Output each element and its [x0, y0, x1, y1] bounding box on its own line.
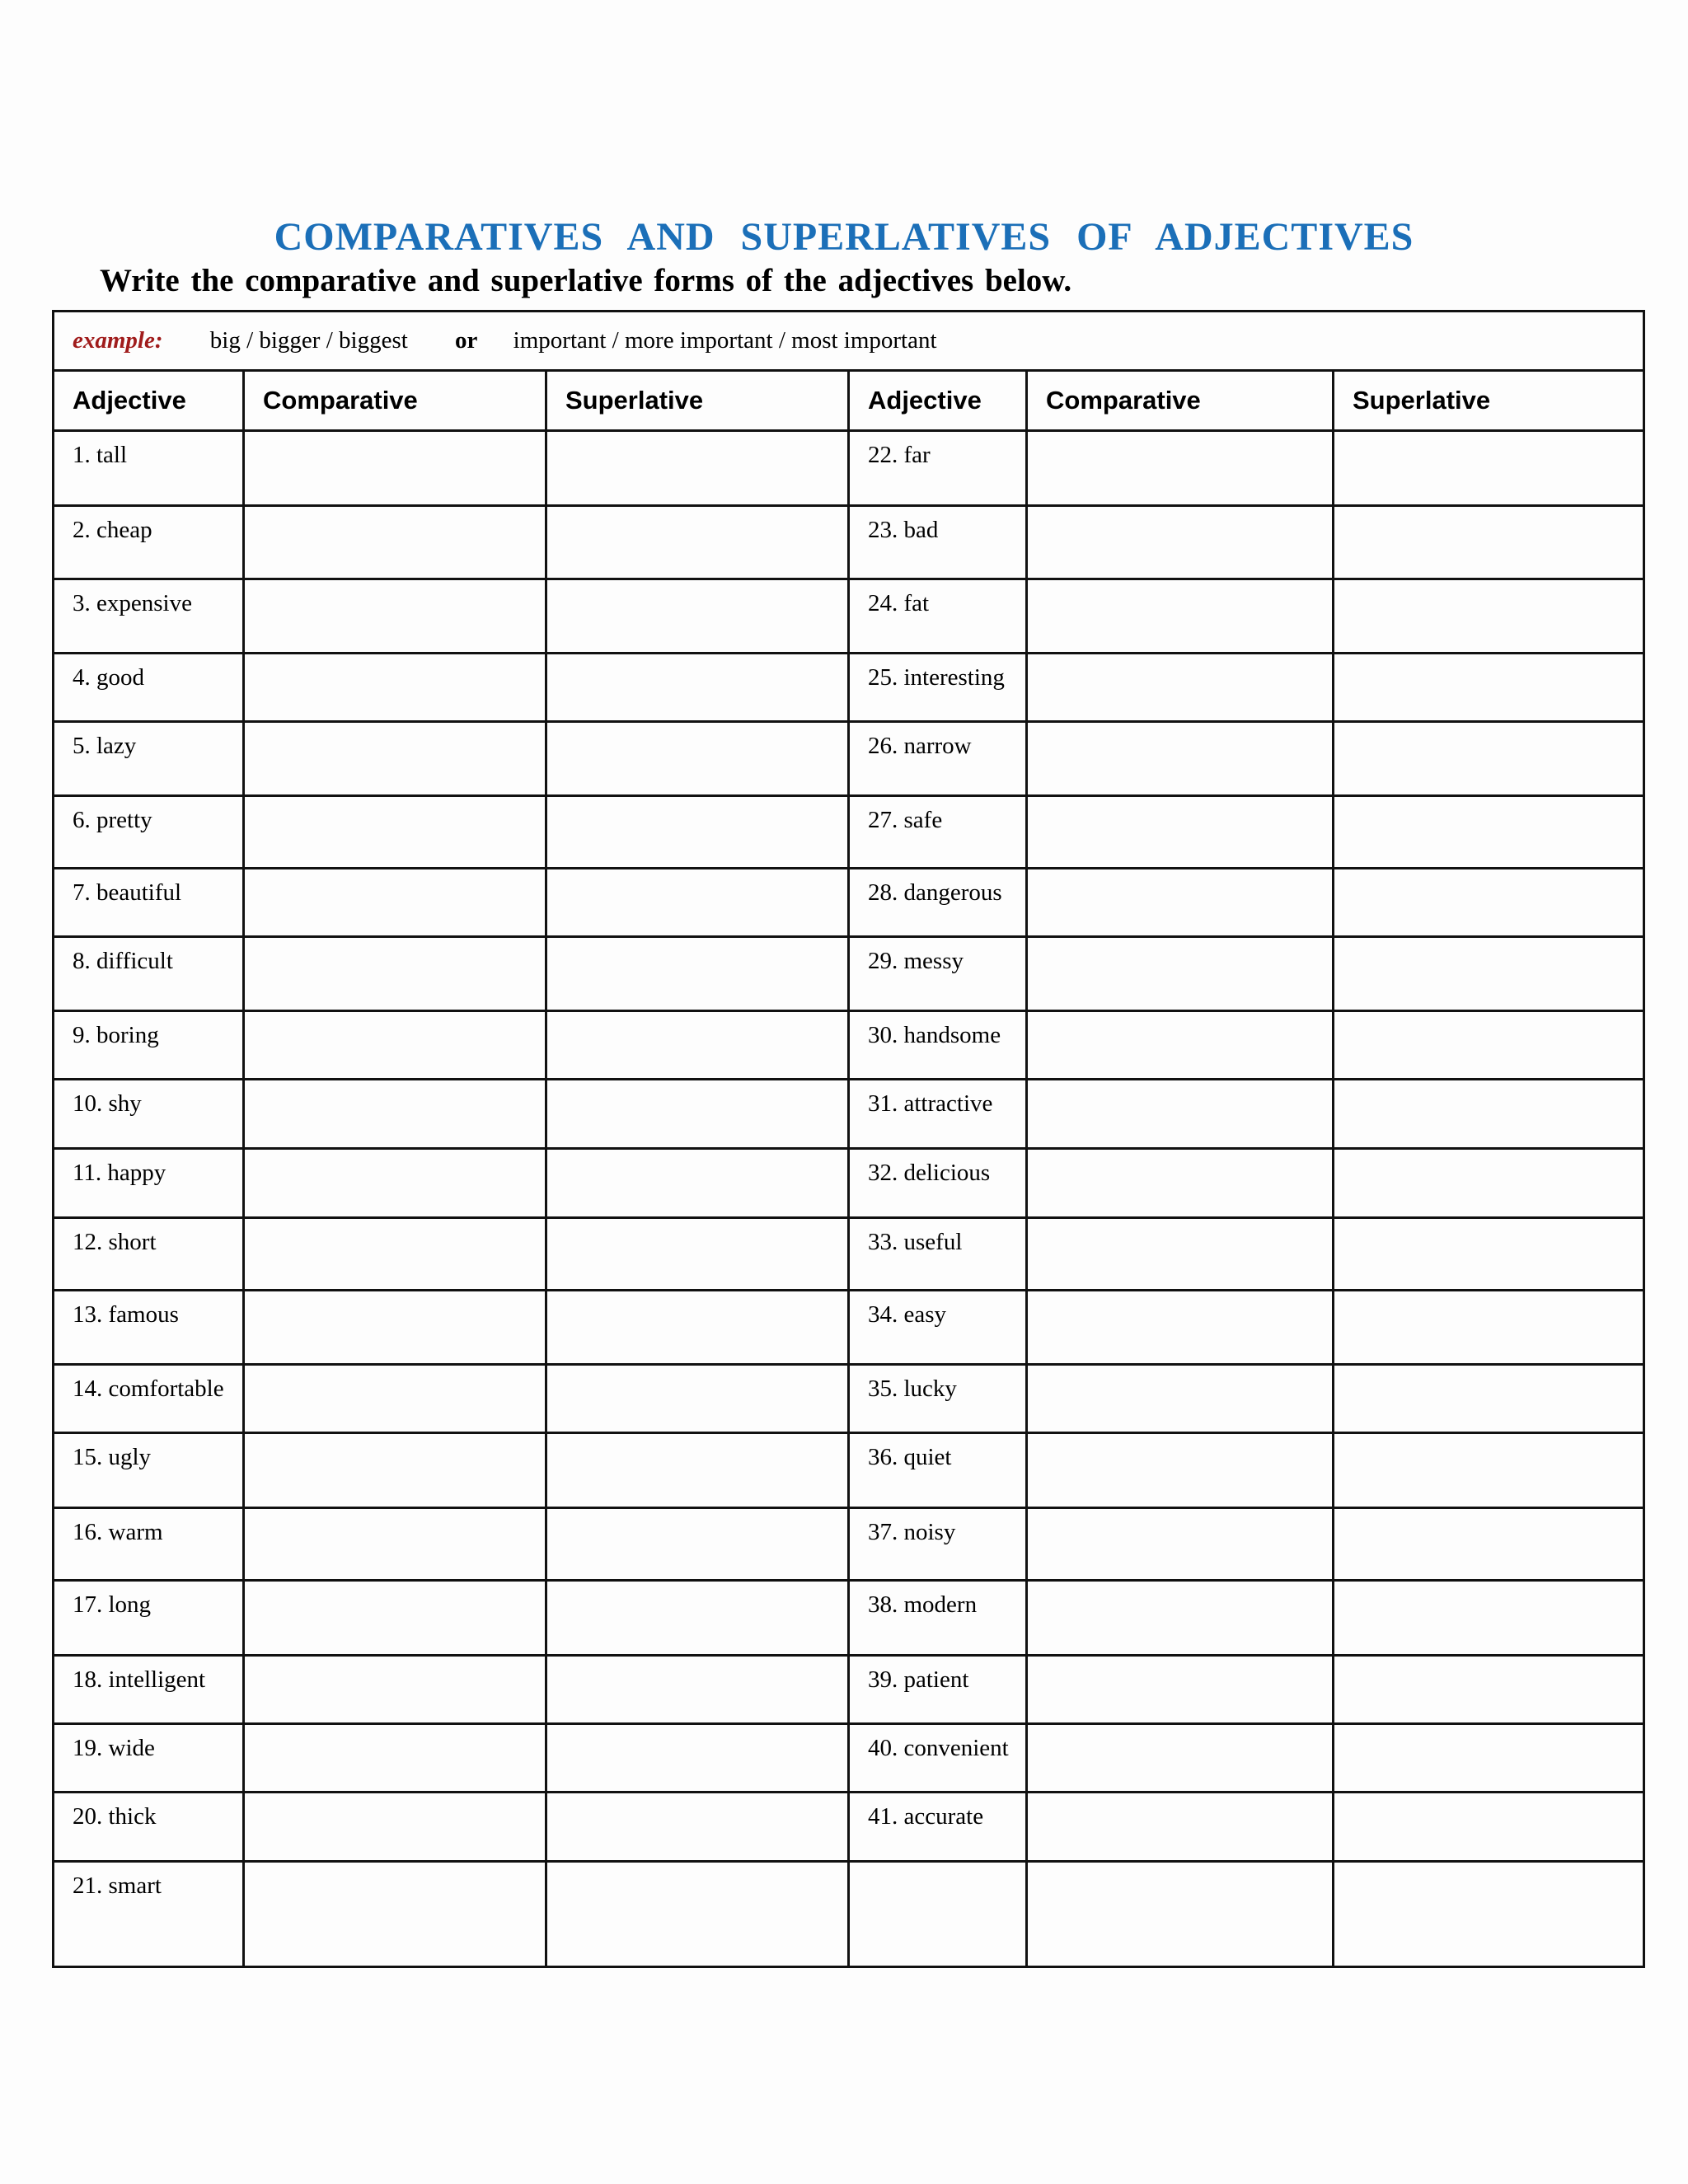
- comparative-answer-cell[interactable]: [1027, 1218, 1334, 1291]
- comparative-answer-cell[interactable]: [244, 431, 546, 506]
- superlative-answer-cell[interactable]: [546, 1011, 849, 1080]
- superlative-answer-cell[interactable]: [1334, 1365, 1644, 1433]
- superlative-answer-cell[interactable]: [1334, 1149, 1644, 1218]
- superlative-answer-cell[interactable]: [1334, 1793, 1644, 1862]
- adjective-cell: 33. useful: [849, 1218, 1027, 1291]
- adjective-cell: 23. bad: [849, 506, 1027, 579]
- comparative-answer-cell[interactable]: [1027, 1080, 1334, 1149]
- table-row: [54, 1581, 1644, 1656]
- superlative-answer-cell[interactable]: [1334, 1862, 1644, 1967]
- comparative-answer-cell[interactable]: [1027, 1365, 1334, 1433]
- adjective-cell: 1. tall: [54, 431, 244, 506]
- comparative-answer-cell[interactable]: [1027, 1581, 1334, 1656]
- example-row: [54, 312, 1644, 371]
- example-label: example:: [73, 327, 163, 354]
- adjective-cell: 6. pretty: [54, 796, 244, 869]
- adjective-cell: 13. famous: [54, 1291, 244, 1365]
- adjective-cell: 21. smart: [54, 1862, 244, 1967]
- superlative-answer-cell[interactable]: [1334, 1011, 1644, 1080]
- comparative-answer-cell[interactable]: [244, 1080, 546, 1149]
- adjective-cell: 34. easy: [849, 1291, 1027, 1365]
- table-row: [54, 506, 1644, 579]
- superlative-answer-cell[interactable]: [546, 1793, 849, 1862]
- table-row: [54, 654, 1644, 722]
- adjective-cell: 35. lucky: [849, 1365, 1027, 1433]
- comparative-answer-cell[interactable]: [244, 506, 546, 579]
- adjective-cell: [849, 1862, 1027, 1967]
- example-text-big: big / bigger / biggest: [209, 327, 408, 354]
- table-row: [54, 937, 1644, 1011]
- comparative-answer-cell[interactable]: [1027, 1793, 1334, 1862]
- superlative-answer-cell[interactable]: [1334, 506, 1644, 579]
- adjective-cell: 22. far: [849, 431, 1027, 506]
- superlative-answer-cell[interactable]: [546, 654, 849, 722]
- table-row: [54, 1218, 1644, 1291]
- superlative-answer-cell[interactable]: [1334, 654, 1644, 722]
- adjective-cell: 25. interesting: [849, 654, 1027, 722]
- adjective-cell: 8. difficult: [54, 937, 244, 1011]
- comparative-answer-cell[interactable]: [1027, 1656, 1334, 1724]
- superlative-answer-cell[interactable]: [1334, 431, 1644, 506]
- comparative-answer-cell[interactable]: [1027, 1433, 1334, 1508]
- comparative-answer-cell[interactable]: [1027, 579, 1334, 654]
- superlative-answer-cell[interactable]: [1334, 796, 1644, 869]
- adjective-cell: 28. dangerous: [849, 869, 1027, 937]
- adjective-cell: 41. accurate: [849, 1793, 1027, 1862]
- superlative-answer-cell[interactable]: [546, 1291, 849, 1365]
- adjective-cell: 16. warm: [54, 1508, 244, 1581]
- table-row: [54, 1862, 1644, 1967]
- comparative-answer-cell[interactable]: [244, 1218, 546, 1291]
- adjective-cell: 9. boring: [54, 1011, 244, 1080]
- table-row: [54, 1080, 1644, 1149]
- adjective-cell: 32. delicious: [849, 1149, 1027, 1218]
- adjective-cell: 2. cheap: [54, 506, 244, 579]
- superlative-answer-cell[interactable]: [1334, 722, 1644, 796]
- superlative-answer-cell[interactable]: [546, 506, 849, 579]
- table-row: [54, 1433, 1644, 1508]
- adjective-cell: 18. intelligent: [54, 1656, 244, 1724]
- comparative-answer-cell[interactable]: [1027, 1862, 1334, 1967]
- comparative-answer-cell[interactable]: [1027, 796, 1334, 869]
- comparative-answer-cell[interactable]: [1027, 431, 1334, 506]
- comparative-answer-cell[interactable]: [244, 1149, 546, 1218]
- comparative-answer-cell[interactable]: [1027, 937, 1334, 1011]
- table-row: [54, 796, 1644, 869]
- adjectives-table: [52, 310, 1645, 1968]
- superlative-answer-cell[interactable]: [546, 1365, 849, 1433]
- superlative-answer-cell[interactable]: [1334, 1218, 1644, 1291]
- superlative-answer-cell[interactable]: [1334, 1080, 1644, 1149]
- adjective-cell: 38. modern: [849, 1581, 1027, 1656]
- comparative-answer-cell[interactable]: [244, 869, 546, 937]
- example-cell: [54, 312, 1644, 371]
- comparative-answer-cell[interactable]: [244, 722, 546, 796]
- header-adjective-right: Adjective: [849, 371, 1027, 431]
- adjective-cell: 31. attractive: [849, 1080, 1027, 1149]
- header-adjective-left: Adjective: [54, 371, 244, 431]
- adjective-cell: 40. convenient: [849, 1724, 1027, 1793]
- superlative-answer-cell[interactable]: [546, 1218, 849, 1291]
- table-row: [54, 1149, 1644, 1218]
- superlative-answer-cell[interactable]: [1334, 579, 1644, 654]
- table-row: [54, 1656, 1644, 1724]
- adjective-cell: 39. patient: [849, 1656, 1027, 1724]
- superlative-answer-cell[interactable]: [1334, 1724, 1644, 1793]
- adjective-cell: 4. good: [54, 654, 244, 722]
- comparative-answer-cell[interactable]: [1027, 654, 1334, 722]
- table-row: [54, 722, 1644, 796]
- adjective-cell: 37. noisy: [849, 1508, 1027, 1581]
- comparative-answer-cell[interactable]: [244, 579, 546, 654]
- adjective-cell: 5. lazy: [54, 722, 244, 796]
- superlative-answer-cell[interactable]: [546, 1862, 849, 1967]
- superlative-answer-cell[interactable]: [546, 796, 849, 869]
- adjective-cell: 14. comfortable: [54, 1365, 244, 1433]
- superlative-answer-cell[interactable]: [1334, 1433, 1644, 1508]
- superlative-answer-cell[interactable]: [1334, 869, 1644, 937]
- comparative-answer-cell[interactable]: [244, 796, 546, 869]
- comparative-answer-cell[interactable]: [244, 1291, 546, 1365]
- header-superlative-left: Superlative: [546, 371, 849, 431]
- superlative-answer-cell[interactable]: [1334, 1656, 1644, 1724]
- table-row: [54, 1011, 1644, 1080]
- adjective-cell: 3. expensive: [54, 579, 244, 654]
- comparative-answer-cell[interactable]: [1027, 1291, 1334, 1365]
- comparative-answer-cell[interactable]: [1027, 1149, 1334, 1218]
- superlative-answer-cell[interactable]: [546, 1508, 849, 1581]
- superlative-answer-cell[interactable]: [546, 1656, 849, 1724]
- superlative-answer-cell[interactable]: [546, 1724, 849, 1793]
- comparative-answer-cell[interactable]: [1027, 1724, 1334, 1793]
- superlative-answer-cell[interactable]: [1334, 937, 1644, 1011]
- table-row: [54, 869, 1644, 937]
- adjective-cell: 24. fat: [849, 579, 1027, 654]
- superlative-answer-cell[interactable]: [546, 1080, 849, 1149]
- comparative-answer-cell[interactable]: [244, 1724, 546, 1793]
- adjective-cell: 27. safe: [849, 796, 1027, 869]
- comparative-answer-cell[interactable]: [244, 654, 546, 722]
- adjective-cell: 10. shy: [54, 1080, 244, 1149]
- superlative-answer-cell[interactable]: [1334, 1508, 1644, 1581]
- comparative-answer-cell[interactable]: [244, 1656, 546, 1724]
- comparative-answer-cell[interactable]: [244, 1793, 546, 1862]
- header-comparative-right: Comparative: [1027, 371, 1334, 431]
- table-row: [54, 1291, 1644, 1365]
- instructions-text: Write the comparative and superlative forms of the adjectives below.: [100, 263, 1072, 298]
- superlative-answer-cell[interactable]: [1334, 1581, 1644, 1656]
- adjective-cell: 11. happy: [54, 1149, 244, 1218]
- comparative-answer-cell[interactable]: [1027, 722, 1334, 796]
- comparative-answer-cell[interactable]: [244, 1862, 546, 1967]
- superlative-answer-cell[interactable]: [546, 937, 849, 1011]
- adjective-cell: 15. ugly: [54, 1433, 244, 1508]
- superlative-answer-cell[interactable]: [546, 1433, 849, 1508]
- worksheet-title: COMPARATIVES AND SUPERLATIVES OF ADJECTIVES: [274, 215, 1414, 259]
- comparative-answer-cell[interactable]: [1027, 1011, 1334, 1080]
- table-row: [54, 1508, 1644, 1581]
- comparative-answer-cell[interactable]: [1027, 506, 1334, 579]
- example-or: or: [455, 327, 478, 354]
- adjective-cell: 20. thick: [54, 1793, 244, 1862]
- adjective-cell: 7. beautiful: [54, 869, 244, 937]
- header-row: [54, 371, 1644, 431]
- adjective-cell: 29. messy: [849, 937, 1027, 1011]
- superlative-answer-cell[interactable]: [546, 431, 849, 506]
- table-row: [54, 579, 1644, 654]
- comparative-answer-cell[interactable]: [244, 1508, 546, 1581]
- comparative-answer-cell[interactable]: [244, 1581, 546, 1656]
- superlative-answer-cell[interactable]: [546, 1581, 849, 1656]
- comparative-answer-cell[interactable]: [1027, 869, 1334, 937]
- superlative-answer-cell[interactable]: [546, 722, 849, 796]
- superlative-answer-cell[interactable]: [1334, 1291, 1644, 1365]
- adjective-cell: 17. long: [54, 1581, 244, 1656]
- superlative-answer-cell[interactable]: [546, 579, 849, 654]
- table-row: [54, 1793, 1644, 1862]
- superlative-answer-cell[interactable]: [546, 1149, 849, 1218]
- superlative-answer-cell[interactable]: [546, 869, 849, 937]
- header-superlative-right: Superlative: [1334, 371, 1644, 431]
- adjective-cell: 12. short: [54, 1218, 244, 1291]
- example-text-important: important / more important / most important: [513, 327, 937, 354]
- table-row: [54, 1365, 1644, 1433]
- table-row: [54, 431, 1644, 506]
- adjective-cell: 30. handsome: [849, 1011, 1027, 1080]
- adjective-cell: 36. quiet: [849, 1433, 1027, 1508]
- adjective-cell: 26. narrow: [849, 722, 1027, 796]
- header-comparative-left: Comparative: [244, 371, 546, 431]
- comparative-answer-cell[interactable]: [244, 1365, 546, 1433]
- table-row: [54, 1724, 1644, 1793]
- comparative-answer-cell[interactable]: [1027, 1508, 1334, 1581]
- comparative-answer-cell[interactable]: [244, 937, 546, 1011]
- comparative-answer-cell[interactable]: [244, 1433, 546, 1508]
- adjective-cell: 19. wide: [54, 1724, 244, 1793]
- comparative-answer-cell[interactable]: [244, 1011, 546, 1080]
